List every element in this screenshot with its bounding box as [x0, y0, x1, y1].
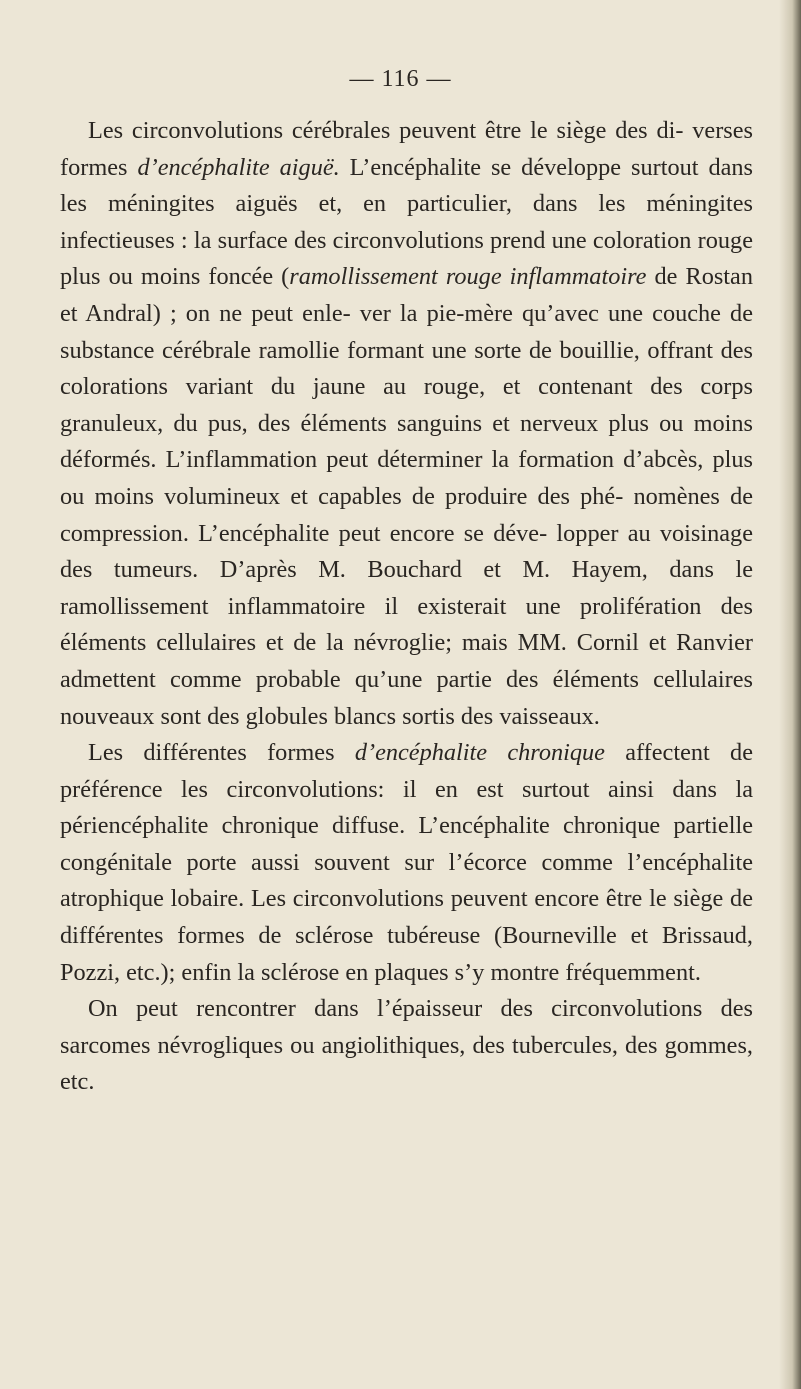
text-segment: affectent de préférence les circonvolutions: il en est surtout ainsi dans la périencéphalite chronique diffuse. L’encéphalite chronique partielle congénitale porte aussi souvent sur l’écorce comme l’encéphalite atrophique lobaire. Les circonvolutions peuvent encore être le siège de différentes formes de sclérose tubéreuse (Bourneville et Brissaud, Pozzi, etc.); enfin la sclérose en plaques s’y montre fréquemment.: [60, 739, 753, 986]
body-text: [60, 113, 753, 1101]
page-edge-shadow: [779, 0, 801, 1389]
term-red-softening: ramollissement rouge inflammatoire: [289, 263, 647, 291]
term-chronic-encephalitis: d’encéphalite chronique: [354, 739, 605, 767]
paragraph-chronic-encephalitis: [60, 735, 753, 991]
term-acute-encephalitis: d’encéphalite aiguë.: [137, 153, 340, 181]
paragraph-acute-encephalitis: [60, 113, 753, 735]
text-segment: L’encéphalite se développe surtout dans les méningites aiguës et, en particulier, dans les méningites infectieuses : la surface des circonvolutions prend une coloration rouge plus ou moins foncée (: [60, 153, 753, 291]
paragraph-tumors: [60, 991, 753, 1101]
text-segment: On peut rencontrer dans l’épaisseur des circonvolutions des sarcomes névrogliques ou angiolithiques, des tubercules, des gommes, etc.: [60, 995, 753, 1096]
text-segment: Les différentes formes: [88, 739, 355, 767]
text-segment: de Rostan et Andral) ; on ne peut enle- ver la pie-mère qu’avec une couche de substance cérébrale ramollie formant une sorte de bouillie, offrant des colorations variant du jaune au rouge, et contenant des corps granuleux, du pus, des éléments sanguins et nerveux plus ou moins déformés. L’inflammation peut déterminer la formation d’abcès, plus ou moins volumineux et capables de produire des phé- nomènes de compression. L’encéphalite peut encore se déve- lopper au voisinage des tumeurs. D’après M. Bouchard et M. Hayem, dans le ramollissement inflammatoire il existerait une prolifération des éléments cellulaires et de la névroglie; mais MM. Cornil et Ranvier admettent comme probable qu’une partie des éléments cellulaires nouveaux sont des globules blancs sortis des vaisseaux.: [60, 263, 753, 730]
page-number: — 116 —: [349, 66, 452, 92]
text-segment: Les circonvolutions cérébrales peuvent être le siège des di- verses formes: [60, 117, 753, 181]
